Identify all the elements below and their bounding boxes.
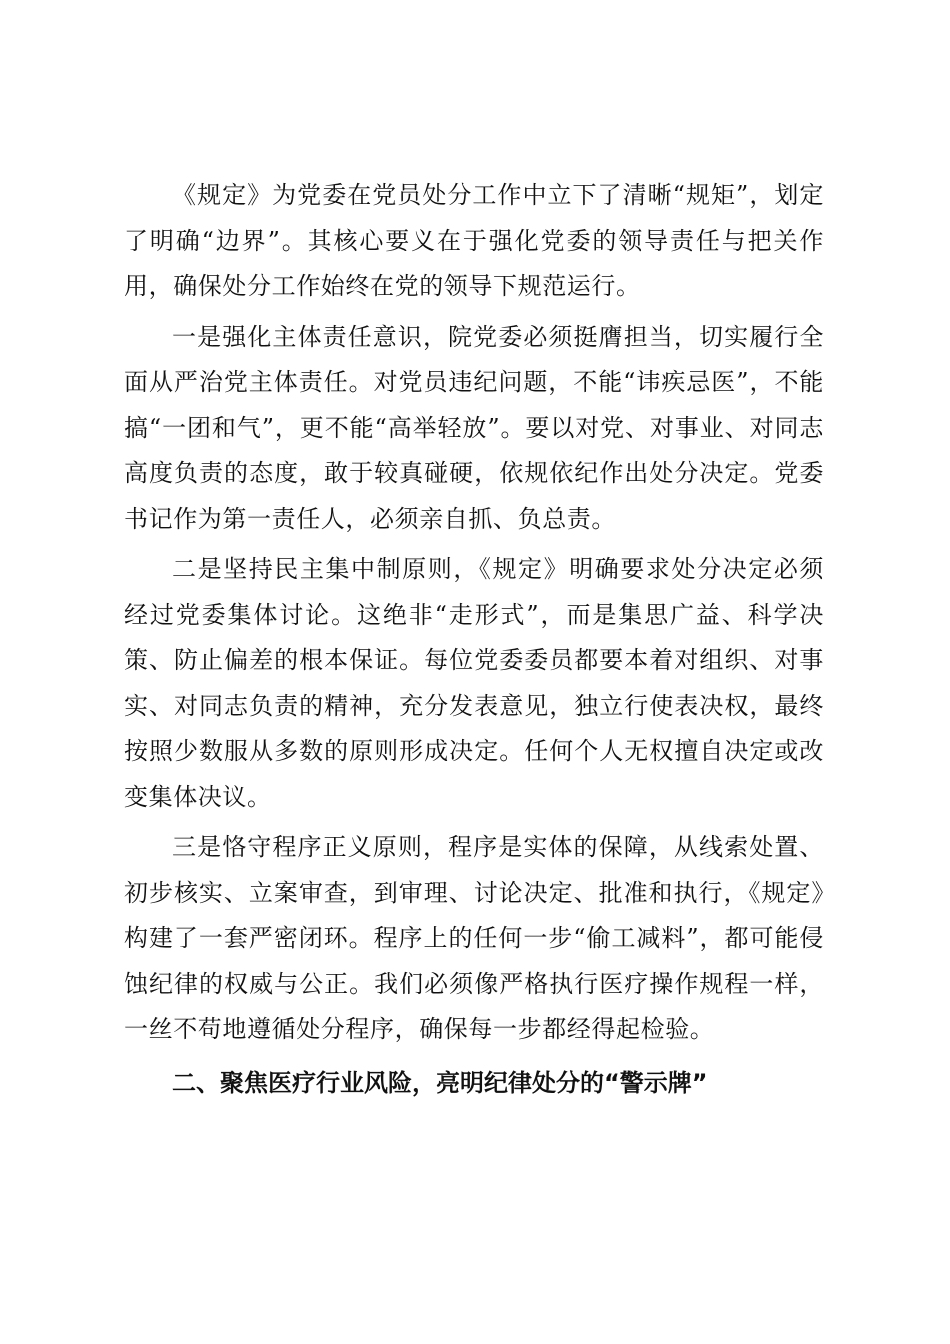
paragraph-point-two: 二是坚持民主集中制原则，《规定》明确要求处分决定必须经过党委集体讨论。这绝非“走形式”，而是集思广益、科学决策、防止偏差的根本保证。每位党委委员都要本着对组织、对事实、对同志负责的精神，充分发表意见，独立行使表决权，最终按照少数服从多数的原则形成决定。任何个人无权擅自决定或改变集体决议。 <box>124 555 824 811</box>
paragraph-point-one: 一是强化主体责任意识，院党委必须挺膺担当，切实履行全面从严治党主体责任。对党员违纪问题，不能“讳疾忌医”，不能搞“一团和气”，更不能“高举轻放”。要以对党、对事业、对同志高度负责的态度，敢于较真碰硬，依规依纪作出处分决定。党委书记作为第一责任人，必须亲自抓、负总责。 <box>124 322 824 533</box>
paragraph-point-three: 三是恪守程序正义原则，程序是实体的保障，从线索处置、初步核实、立案审查，到审理、讨论决定、批准和执行，《规定》构建了一套严密闭环。程序上的任何一步“偷工减料”，都可能侵蚀纪律的权威与公正。我们必须像严格执行医疗操作规程一样，一丝不苟地遵循处分程序，确保每一步都经得起检验。 <box>124 833 824 1043</box>
section-heading: 二、聚焦医疗行业风险，亮明纪律处分的“警示牌” <box>172 1068 708 1097</box>
document-body <box>124 173 824 1106</box>
paragraph-intro: 《规定》为党委在党员处分工作中立下了清晰“规矩”，划定了明确“边界”。其核心要义在于强化党委的领导责任与把关作用，确保处分工作始终在党的领导下规范运行。 <box>124 181 824 300</box>
